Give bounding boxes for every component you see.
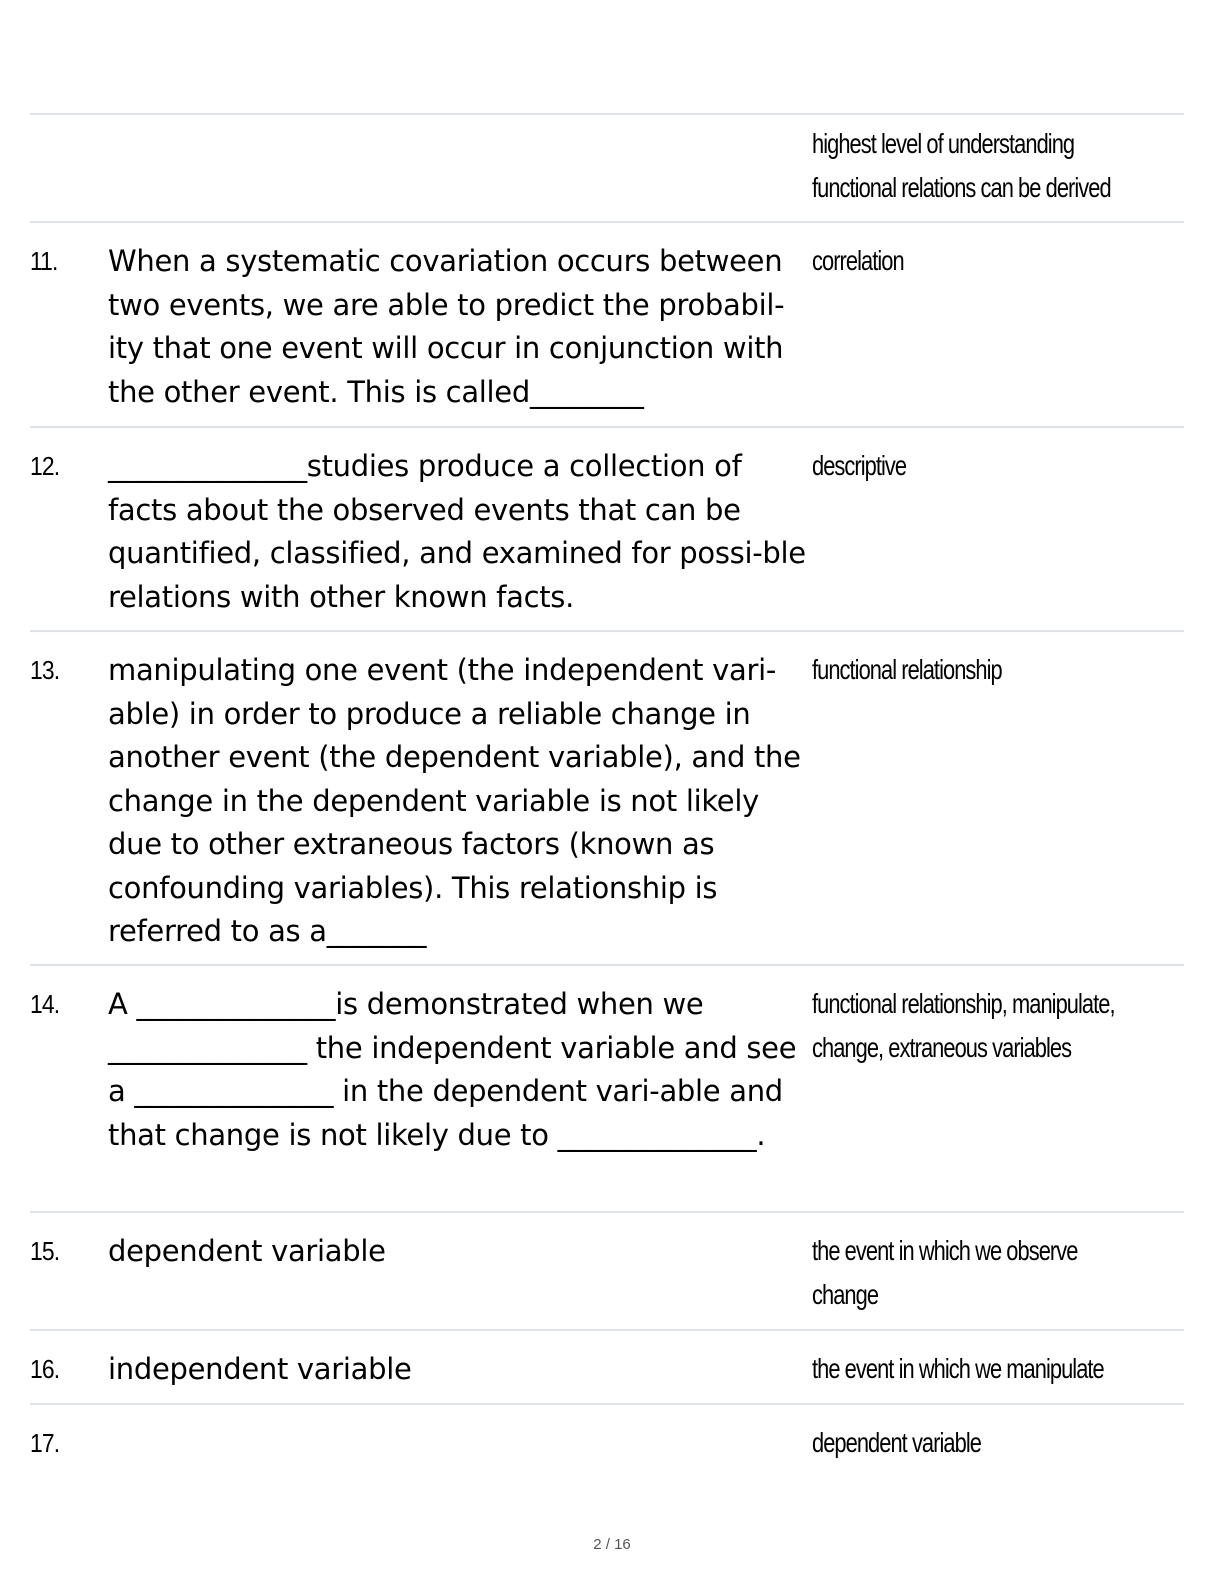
card-row	[30, 428, 1184, 632]
card-row	[30, 223, 1184, 428]
card-definition	[812, 115, 1195, 221]
card-definition-line: descriptive	[812, 450, 907, 481]
card-definition	[812, 632, 1184, 964]
card-term	[108, 115, 812, 221]
card-definition-line: dependent variable	[812, 1427, 981, 1458]
card-number	[30, 115, 99, 221]
card-term: ______________studies produce a collection of facts about the observed events that can be quantified, classified, and examined for possi-ble relations with other known facts.	[108, 449, 806, 614]
card-term: manipulating one event (the independent vari-able) in order to produce a reliable change in another event (the dependent variable), and the change in the dependent variable is not likely due to other extraneous factors (known as confounding variables). This relationship is referred to as a_______	[108, 653, 801, 948]
card-term	[108, 1405, 812, 1479]
card-term: independent variable	[108, 1352, 412, 1386]
card-number: 14.	[30, 989, 60, 1019]
card-definition-line: highest level of understanding	[812, 128, 1075, 159]
card-definition	[812, 1405, 1184, 1479]
card-definition	[812, 1331, 1186, 1403]
card-definition-line: change	[812, 1278, 879, 1310]
card-term: dependent variable	[108, 1234, 386, 1268]
card-definition	[812, 223, 1184, 426]
card-definition-line: the event in which we manipulate	[812, 1353, 1104, 1384]
card-definition	[812, 1213, 1184, 1329]
flashcard-list	[30, 113, 1184, 1479]
card-row	[30, 1405, 1184, 1479]
card-row	[30, 115, 1184, 223]
card-definition-line: functional relations can be derived	[812, 171, 1111, 203]
card-number: 12.	[30, 451, 60, 481]
card-number: 11.	[30, 246, 58, 276]
card-row	[30, 966, 1184, 1213]
card-number: 15.	[30, 1236, 60, 1266]
card-definition-line: the event in which we observe	[812, 1235, 1078, 1266]
card-row	[30, 1331, 1184, 1405]
page-indicator: 2 / 16	[593, 1536, 631, 1553]
card-definition-line: functional relationship, manipulate,	[812, 988, 1115, 1019]
card-term: When a systematic covariation occurs between two events, we are able to predict the probabil-ity that one event will occur in conjunction with the other event. This is called________	[108, 244, 785, 409]
card-number: 13.	[30, 655, 60, 685]
card-definition	[812, 428, 1184, 630]
card-definition-line: change, extraneous variables	[812, 1031, 1072, 1063]
card-definition-line: correlation	[812, 245, 904, 276]
card-row	[30, 632, 1184, 966]
card-definition	[812, 966, 1200, 1211]
card-term: A ______________is demonstrated when we ______________ the independent variable and see a ______________ in the dependent vari-able and that change is not likely due to ______________.	[108, 987, 797, 1152]
card-number: 17.	[30, 1428, 60, 1458]
card-row	[30, 1213, 1184, 1331]
card-definition-line: functional relationship	[812, 654, 1002, 685]
card-number: 16.	[30, 1354, 60, 1384]
